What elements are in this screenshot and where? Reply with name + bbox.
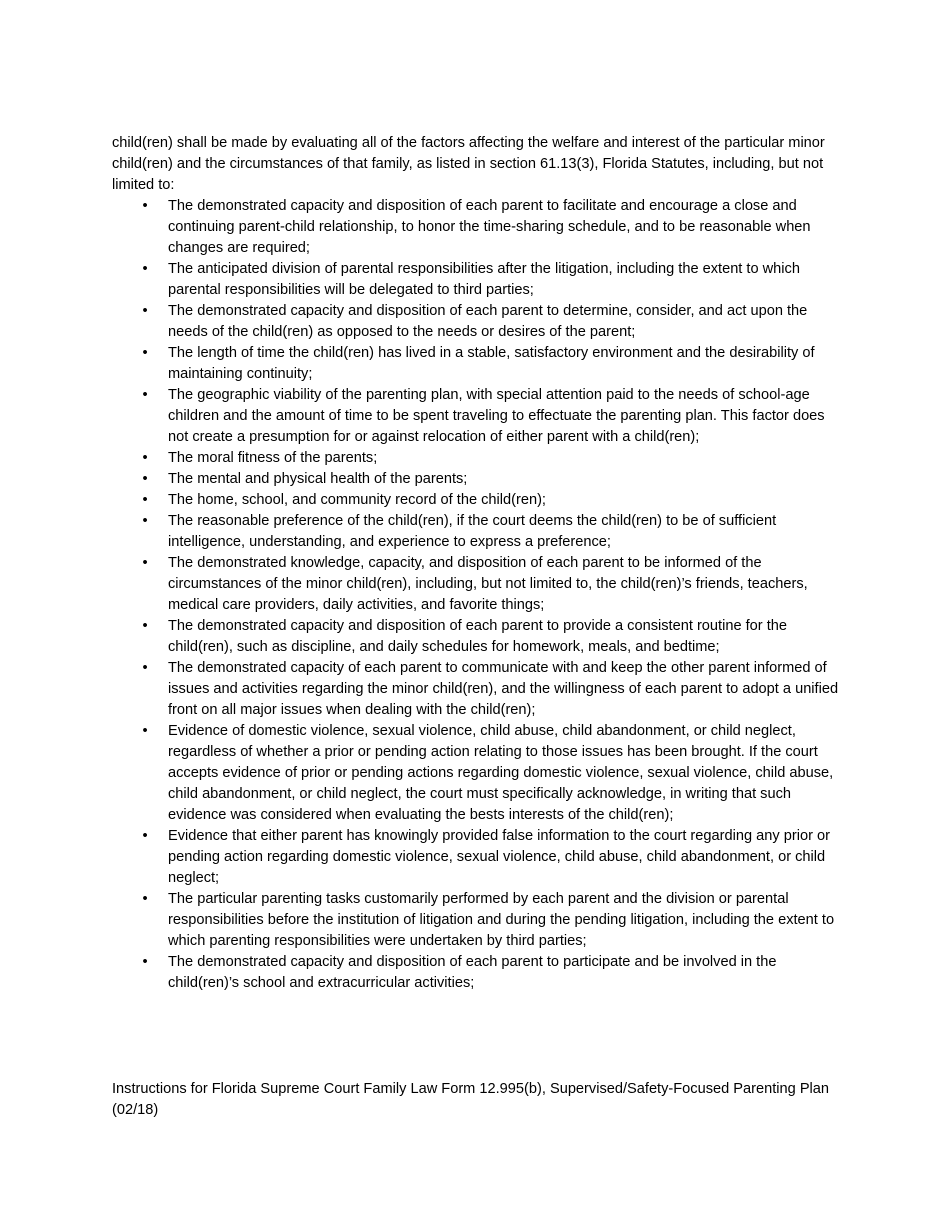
bullet-icon: • [142,345,148,361]
bullet-icon: • [142,954,148,970]
list-item [112,511,840,553]
list-item [112,553,840,616]
list-item [112,616,840,658]
list-item-text: The home, school, and community record of the child(ren); [168,492,546,508]
list-item [112,721,840,826]
bullet-icon: • [142,492,148,508]
list-item [112,952,840,994]
bullet-icon: • [142,723,148,739]
bullet-icon: • [142,303,148,319]
list-item [112,469,840,490]
list-item-text: The moral fitness of the parents; [168,450,378,466]
bullet-icon: • [142,618,148,634]
bullet-icon: • [142,660,148,676]
list-item [112,259,840,301]
factor-list [112,196,840,994]
bullet-icon: • [142,387,148,403]
list-item-text: Evidence of domestic violence, sexual violence, child abuse, child abandonment, or child neglect, regardless of whether a prior or pending action relating to those issues has been brought. If the court accepts evidence of prior or pending actions regarding domestic violence, sexual violence, child abuse, child abandonment, or child neglect, the court must specifically acknowledge, in writing that such evidence was considered when evaluating the bests interests of the child(ren); [168,723,834,823]
list-item-text: The demonstrated knowledge, capacity, and disposition of each parent to be informed of the circumstances of the minor child(ren), including, but not limited to, the child(ren)’s friends, teachers, medical care providers, daily activities, and favorite things; [168,555,808,613]
list-item [112,343,840,385]
bullet-icon: • [142,261,148,277]
list-item [112,889,840,952]
list-item-text: The demonstrated capacity and disposition of each parent to determine, consider, and act upon the needs of the child(ren) as opposed to the needs or desires of the parent; [168,303,808,340]
list-item [112,301,840,343]
list-item-text: The geographic viability of the parenting plan, with special attention paid to the needs of school-age children and the amount of time to be spent traveling to effectuate the parenting plan. This factor does not create a presumption for or against relocation of either parent with a child(ren); [168,387,825,445]
list-item-text: The particular parenting tasks customarily performed by each parent and the division or parental responsibilities before the institution of litigation and during the pending litigation, including the extent to which parenting responsibilities were undertaken by third parties; [168,891,835,949]
bullet-icon: • [142,828,148,844]
document-body [112,133,840,994]
list-item-text: The length of time the child(ren) has lived in a stable, satisfactory environment and the desirability of maintaining continuity; [168,345,815,382]
bullet-icon: • [142,198,148,214]
list-item-text: The demonstrated capacity and disposition of each parent to participate and be involved in the child(ren)’s school and extracurricular activities; [168,954,777,991]
bullet-icon: • [142,891,148,907]
list-item-text: The demonstrated capacity and disposition of each parent to provide a consistent routine for the child(ren), such as discipline, and daily schedules for homework, meals, and bedtime; [168,618,787,655]
list-item [112,196,840,259]
bullet-icon: • [142,471,148,487]
list-item-text: Evidence that either parent has knowingly provided false information to the court regarding any prior or pending action regarding domestic violence, sexual violence, child abuse, child abandonment, or child neglect; [168,828,830,886]
bullet-icon: • [142,450,148,466]
list-item [112,490,840,511]
bullet-icon: • [142,555,148,571]
list-item-text: The demonstrated capacity of each parent to communicate with and keep the other parent informed of issues and activities regarding the minor child(ren), and the willingness of each parent to adopt a unified front on all major issues when dealing with the child(ren); [168,660,839,718]
bullet-icon: • [142,513,148,529]
page-footer: Instructions for Florida Supreme Court Family Law Form 12.995(b), Supervised/Safety-Focused Parenting Plan (02/18) [112,1081,830,1118]
list-item-text: The demonstrated capacity and disposition of each parent to facilitate and encourage a close and continuing parent-child relationship, to honor the time-sharing schedule, and to be reasonable when changes are required; [168,198,811,256]
list-item [112,385,840,448]
list-item-text: The reasonable preference of the child(ren), if the court deems the child(ren) to be of sufficient intelligence, understanding, and experience to express a preference; [168,513,777,550]
list-item [112,826,840,889]
list-item-text: The mental and physical health of the parents; [168,471,468,487]
list-item [112,658,840,721]
list-item [112,448,840,469]
intro-paragraph: child(ren) shall be made by evaluating all of the factors affecting the welfare and interest of the particular minor child(ren) and the circumstances of that family, as listed in section 61.13(3), Florida Statutes, including, but not limited to: [112,135,825,193]
list-item-text: The anticipated division of parental responsibilities after the litigation, including the extent to which parental responsibilities will be delegated to third parties; [168,261,800,298]
